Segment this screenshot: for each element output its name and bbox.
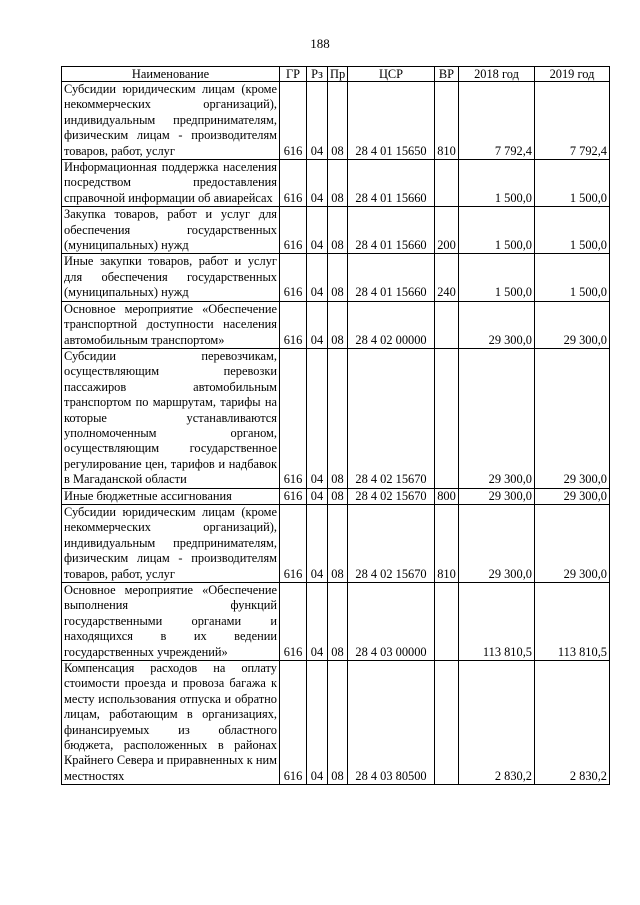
cell-name: Субсидии юридическим лицам (кроме некоммерческих организаций), индивидуальным предпринимателям, физическим лицам - производителям товаров, работ, услуг	[62, 82, 280, 160]
cell-2018: 2 830,2	[459, 661, 535, 785]
header-pr: Пр	[328, 67, 348, 82]
table-row	[62, 254, 610, 301]
table-row	[62, 348, 610, 488]
cell-pr: 08	[328, 348, 348, 488]
cell-2019: 29 300,0	[535, 504, 610, 582]
cell-vr	[435, 661, 459, 785]
cell-pr: 08	[328, 82, 348, 160]
cell-2018: 29 300,0	[459, 488, 535, 504]
cell-2018: 29 300,0	[459, 301, 535, 348]
cell-name: Основное мероприятие «Обеспечение транспортной доступности населения автомобильным транспортом»	[62, 301, 280, 348]
header-2019: 2019 год	[535, 67, 610, 82]
cell-2019: 7 792,4	[535, 82, 610, 160]
cell-rz: 04	[307, 583, 328, 661]
cell-gr: 616	[280, 583, 307, 661]
table-row	[62, 504, 610, 582]
table-header-row	[62, 67, 610, 82]
table-row	[62, 583, 610, 661]
cell-vr	[435, 160, 459, 207]
cell-pr: 08	[328, 504, 348, 582]
cell-2018: 7 792,4	[459, 82, 535, 160]
cell-pr: 08	[328, 160, 348, 207]
cell-vr: 240	[435, 254, 459, 301]
cell-2019: 113 810,5	[535, 583, 610, 661]
table-row	[62, 82, 610, 160]
cell-rz: 04	[307, 504, 328, 582]
cell-rz: 04	[307, 488, 328, 504]
cell-csr: 28 4 03 80500	[348, 661, 435, 785]
cell-rz: 04	[307, 661, 328, 785]
cell-gr: 616	[280, 160, 307, 207]
header-vr: ВР	[435, 67, 459, 82]
cell-csr: 28 4 02 00000	[348, 301, 435, 348]
cell-2018: 113 810,5	[459, 583, 535, 661]
cell-rz: 04	[307, 207, 328, 254]
cell-rz: 04	[307, 254, 328, 301]
cell-pr: 08	[328, 488, 348, 504]
cell-csr: 28 4 02 15670	[348, 348, 435, 488]
cell-vr	[435, 301, 459, 348]
cell-rz: 04	[307, 160, 328, 207]
cell-2019: 1 500,0	[535, 254, 610, 301]
table-row	[62, 207, 610, 254]
cell-name: Компенсация расходов на оплату стоимости проезда и провоза багажа к месту использования отпуска и обратно лицам, работающим в организациях, финансируемых из областного бюджета, расположенных в районах Крайнего Севера и приравненных к ним местностях	[62, 661, 280, 785]
cell-rz: 04	[307, 301, 328, 348]
table-row	[62, 160, 610, 207]
cell-name: Субсидии перевозчикам, осуществляющим перевозки пассажиров автомобильным транспортом по маршрутам, тарифы на которые устанавливаются уполномоченным органом, осуществляющим государственное регулирование цен, тарифов и надбавок в Магаданской области	[62, 348, 280, 488]
cell-vr: 810	[435, 82, 459, 160]
cell-name: Информационная поддержка населения посредством предоставления справочной информации об авиарейсах	[62, 160, 280, 207]
cell-pr: 08	[328, 254, 348, 301]
cell-2019: 29 300,0	[535, 348, 610, 488]
header-gr: ГР	[280, 67, 307, 82]
cell-csr: 28 4 02 15670	[348, 504, 435, 582]
cell-name: Закупка товаров, работ и услуг для обеспечения государственных (муниципальных) нужд	[62, 207, 280, 254]
cell-vr: 800	[435, 488, 459, 504]
cell-csr: 28 4 01 15660	[348, 254, 435, 301]
cell-pr: 08	[328, 207, 348, 254]
table-row	[62, 661, 610, 785]
header-rz: Рз	[307, 67, 328, 82]
cell-csr: 28 4 01 15660	[348, 160, 435, 207]
cell-name: Иные закупки товаров, работ и услуг для обеспечения государственных (муниципальных) нужд	[62, 254, 280, 301]
cell-rz: 04	[307, 82, 328, 160]
cell-2019: 2 830,2	[535, 661, 610, 785]
cell-vr	[435, 583, 459, 661]
cell-gr: 616	[280, 504, 307, 582]
cell-gr: 616	[280, 82, 307, 160]
table-row	[62, 488, 610, 504]
cell-name: Иные бюджетные ассигнования	[62, 488, 280, 504]
budget-table	[61, 66, 610, 785]
cell-2019: 29 300,0	[535, 488, 610, 504]
cell-vr: 200	[435, 207, 459, 254]
cell-gr: 616	[280, 207, 307, 254]
cell-name: Субсидии юридическим лицам (кроме некоммерческих организаций), индивидуальным предпринимателям, физическим лицам - производителям товаров, работ, услуг	[62, 504, 280, 582]
cell-2018: 29 300,0	[459, 348, 535, 488]
cell-2019: 1 500,0	[535, 207, 610, 254]
cell-2018: 29 300,0	[459, 504, 535, 582]
header-name: Наименование	[62, 67, 280, 82]
cell-pr: 08	[328, 301, 348, 348]
cell-gr: 616	[280, 348, 307, 488]
cell-rz: 04	[307, 348, 328, 488]
cell-csr: 28 4 01 15650	[348, 82, 435, 160]
page-number: 188	[310, 36, 330, 51]
table-row	[62, 301, 610, 348]
cell-gr: 616	[280, 301, 307, 348]
cell-csr: 28 4 01 15660	[348, 207, 435, 254]
cell-pr: 08	[328, 661, 348, 785]
cell-gr: 616	[280, 488, 307, 504]
cell-2018: 1 500,0	[459, 160, 535, 207]
cell-2019: 29 300,0	[535, 301, 610, 348]
cell-2018: 1 500,0	[459, 254, 535, 301]
cell-2018: 1 500,0	[459, 207, 535, 254]
cell-2019: 1 500,0	[535, 160, 610, 207]
cell-vr	[435, 348, 459, 488]
cell-gr: 616	[280, 254, 307, 301]
cell-csr: 28 4 03 00000	[348, 583, 435, 661]
cell-gr: 616	[280, 661, 307, 785]
cell-pr: 08	[328, 583, 348, 661]
header-csr: ЦСР	[348, 67, 435, 82]
header-2018: 2018 год	[459, 67, 535, 82]
cell-vr: 810	[435, 504, 459, 582]
cell-name: Основное мероприятие «Обеспечение выполнения функций государственными органами и находящихся в их ведении государственных учреждений»	[62, 583, 280, 661]
cell-csr: 28 4 02 15670	[348, 488, 435, 504]
